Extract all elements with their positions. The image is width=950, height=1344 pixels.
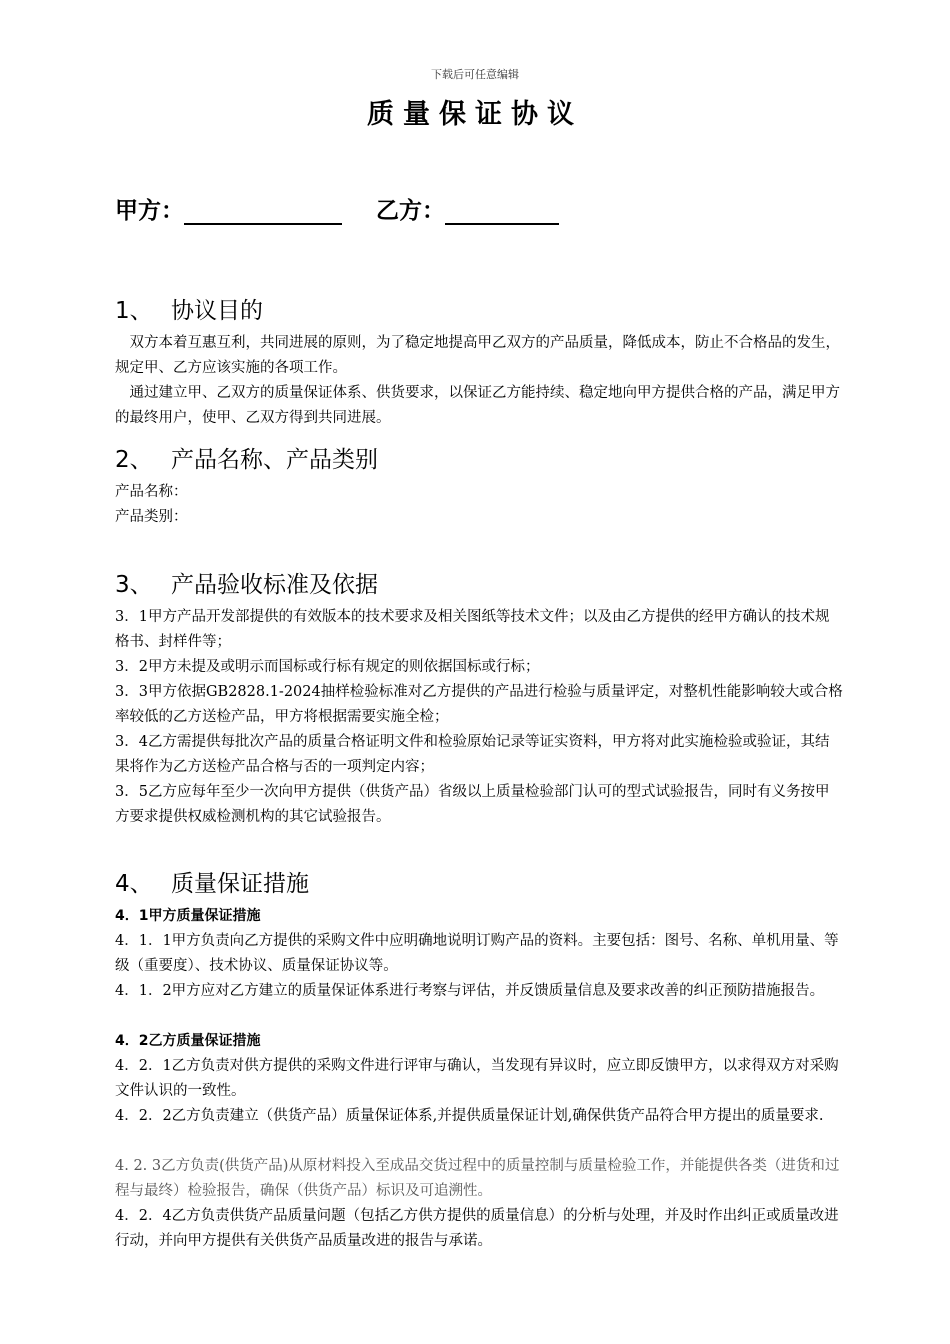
clause-4-1-1: 4．1．1甲方负责向乙方提供的采购文件中应明确地说明订购产品的资料。主要包括：图号、名称、单机用量、等级（重要度）、技术协议、质量保证协议等。 [115,933,839,974]
paragraph: 双方本着互惠互利，共同进展的原则，为了稳定地提高甲乙双方的产品质量，降低成本，防止不合格品的发生，规定甲、乙方应该实施的各项工作。 [115,335,840,376]
section-4-heading [115,865,309,898]
clause-4-2-1: 4．2．1乙方负责对供方提供的采购文件进行评审与确认，当发现有异议时，应立即反馈甲方，以求得双方对采购文件认识的一致性。 [115,1058,839,1099]
party-a-label: 甲方： [115,198,184,224]
header-note: 下载后可任意编辑 [431,68,519,81]
section-number: 1、 [115,298,153,324]
clause-4-2-3: 4. 2. 3乙方负责(供货产品)从原材料投入至成品交货过程中的质量控制与质量检验工作，并能提供各类（进货和过程与最终）检验报告，确保（供货产品）标识及可追溯性。 [115,1158,840,1199]
page-title: 质量保证协议 [367,99,583,130]
section-title: 产品验收标准及依据 [171,572,378,598]
clause-3-1: 3．1甲方产品开发部提供的有效版本的技术要求及相关图纸等技术文件；以及由乙方提供的经甲方确认的技术规格书、封样件等； [115,609,830,650]
product-name-label: 产品名称： [115,484,188,500]
clause-3-3: 3．3甲方依据GB2828.1-2024抽样检验标准对乙方提供的产品进行检验与质量评定，对整机性能影响较大或合格率较低的乙方送检产品，甲方将根据需要实施全检； [115,684,843,725]
clause-3-2: 3．2甲方未提及或明示而国标或行标有规定的则依据国标或行标； [115,659,540,675]
clause-4-1-2: 4．1．2甲方应对乙方建立的质量保证体系进行考察与评估，并反馈质量信息及要求改善的纠正预防措施报告。 [115,983,825,999]
section-number: 4、 [115,871,153,897]
product-category-label: 产品类别： [115,509,188,525]
clause-3-5: 3．5乙方应每年至少一次向甲方提供（供货产品）省级以上质量检验部门认可的型式试验报告，同时有义务按甲方要求提供权威检测机构的其它试验报告。 [115,784,830,825]
party-b-label: 乙方： [376,198,445,224]
party-b-blank [445,199,559,225]
section-2-heading [115,441,378,474]
subsection-4-1-heading: 4．1甲方质量保证措施 [115,908,261,924]
clause-4-2-2: 4．2．2乙方负责建立（供货产品）质量保证体系,并提供质量保证计划,确保供货产品符合甲方提出的质量要求. [115,1108,824,1124]
clause-4-2-4: 4．2．4乙方负责供货产品质量问题（包括乙方供方提供的质量信息）的分析与处理，并及时作出纠正或质量改进行动，并向甲方提供有关供货产品质量改进的报告与承诺。 [115,1208,839,1249]
clause-3-4: 3．4乙方需提供每批次产品的质量合格证明文件和检验原始记录等证实资料，甲方将对此实施检验或验证，其结果将作为乙方送检产品合格与否的一项判定内容； [115,734,830,775]
section-title: 质量保证措施 [171,871,309,897]
paragraph: 通过建立甲、乙双方的质量保证体系、供货要求，以保证乙方能持续、稳定地向甲方提供合格的产品，满足甲方的最终用户，使甲、乙双方得到共同进展。 [115,385,840,426]
section-title: 协议目的 [171,298,263,324]
section-number: 3、 [115,572,153,598]
section-3-heading [115,566,378,599]
section-title: 产品名称、产品类别 [171,447,378,473]
parties-line [115,192,559,225]
party-a-blank [184,199,342,225]
section-1-heading [115,292,263,325]
subsection-4-2-heading: 4．2乙方质量保证措施 [115,1033,261,1049]
section-number: 2、 [115,447,153,473]
